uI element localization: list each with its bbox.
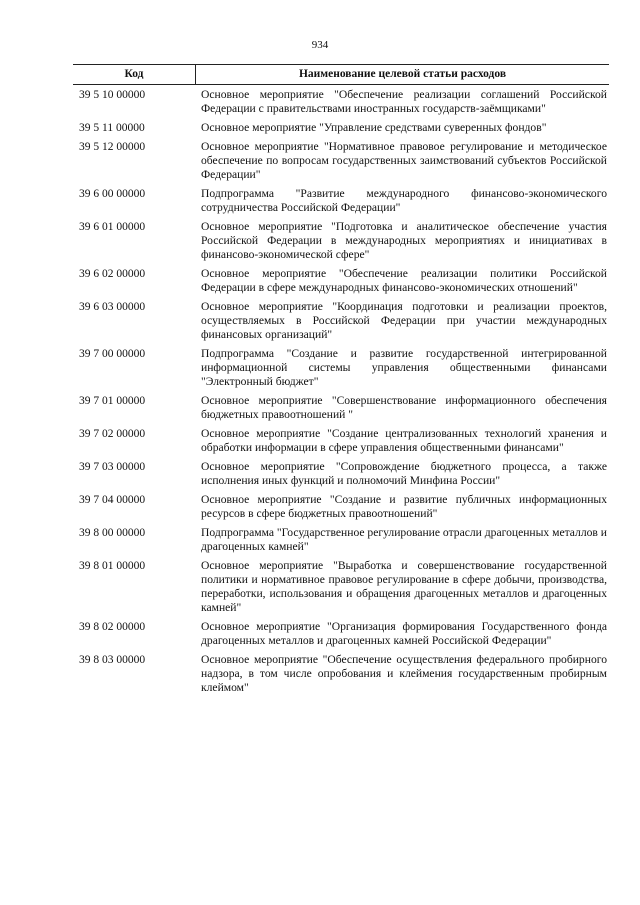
table-row (73, 121, 609, 135)
row-code: 39 8 02 00000 (79, 621, 146, 633)
table-row (73, 394, 609, 422)
row-name: Основное мероприятие "Обеспечение реализации соглашений Российской Федерации с правительствами иностранных государств-заёмщиками" (201, 88, 607, 115)
row-name: Подпрограмма "Государственное регулирование отрасли драгоценных металлов и драгоценных камней" (201, 526, 607, 553)
row-name: Основное мероприятие "Обеспечение реализации политики Российской Федерации в сфере международных финансово-экономических отношений" (201, 267, 607, 294)
table-row (73, 220, 609, 262)
table-row (73, 267, 609, 295)
row-code: 39 6 01 00000 (79, 221, 146, 233)
row-code: 39 7 00 00000 (79, 348, 146, 360)
row-name: Основное мероприятие "Управление средствами суверенных фондов" (201, 121, 547, 134)
table-row (73, 187, 609, 215)
table-row (73, 140, 609, 182)
table-row (73, 460, 609, 488)
table-row (73, 620, 609, 648)
row-name: Основное мероприятие "Нормативное правовое регулирование и методическое обеспечение по вопросам государственных заимствований субъектов Российской Федерации" (201, 140, 607, 181)
row-code: 39 5 11 00000 (79, 122, 145, 134)
table-row (73, 526, 609, 554)
row-code: 39 5 12 00000 (79, 141, 146, 153)
row-code: 39 7 03 00000 (79, 461, 146, 473)
table-row (73, 559, 609, 615)
table-row (73, 493, 609, 521)
row-code: 39 6 02 00000 (79, 268, 146, 280)
row-name: Основное мероприятие "Подготовка и аналитическое обеспечение участия Российской Федерации в международных мероприятиях и инициативах в финансово-экономической сфере" (201, 220, 607, 261)
table-row (73, 427, 609, 455)
row-name: Основное мероприятие "Координация подготовки и реализации проектов, осуществляемых в Российской Федерации при участии международных финансовых организаций" (201, 300, 607, 341)
row-name: Основное мероприятие "Обеспечение осуществления федерального пробирного надзора, в том числе опробования и клеймения государственным пробирным клеймом" (201, 653, 607, 694)
row-code: 39 7 02 00000 (79, 428, 146, 440)
row-code: 39 8 00 00000 (79, 527, 146, 539)
row-name: Основное мероприятие "Создание централизованных технологий хранения и обработки информации в сфере управления общественными финансами" (201, 427, 607, 454)
table-row (73, 347, 609, 389)
page-number: 934 (311, 39, 329, 51)
header-code: Код (73, 65, 196, 84)
row-name: Основное мероприятие "Совершенствование информационного обеспечения бюджетных правоотношений " (201, 394, 607, 421)
row-code: 39 6 00 00000 (79, 188, 146, 200)
row-code: 39 7 01 00000 (79, 395, 146, 407)
row-name: Основное мероприятие "Создание и развитие публичных информационных ресурсов в сфере бюджетных правоотношений" (201, 493, 607, 520)
row-name: Подпрограмма "Развитие международного финансово-экономического сотрудничества Российской Федерации" (201, 187, 607, 214)
row-name: Основное мероприятие "Организация формирования Государственного фонда драгоценных металлов и драгоценных камней Российской Федерации" (201, 620, 607, 647)
table-row (73, 653, 609, 695)
table-body (73, 88, 609, 695)
row-code: 39 7 04 00000 (79, 494, 146, 506)
header-name: Наименование целевой статьи расходов (298, 68, 507, 80)
table-row (73, 300, 609, 342)
row-name: Основное мероприятие "Сопровождение бюджетного процесса, а также исполнения иных функций и полномочий Минфина России" (201, 460, 607, 487)
table-row (73, 88, 609, 116)
row-code: 39 5 10 00000 (79, 89, 146, 101)
row-name: Основное мероприятие "Выработка и совершенствование государственной политики и нормативное правовое регулирование в сфере добычи, производства, переработки, использования и обращения драгоценных металлов и драгоценных камней" (201, 559, 607, 614)
budget-items-table (73, 64, 609, 695)
row-code: 39 8 03 00000 (79, 654, 146, 666)
row-name: Подпрограмма "Создание и развитие государственной интегрированной информационной системы управления общественными финансами "Электронный бюджет" (201, 347, 607, 388)
row-code: 39 6 03 00000 (79, 301, 146, 313)
table-header (73, 64, 609, 85)
row-code: 39 8 01 00000 (79, 560, 146, 572)
